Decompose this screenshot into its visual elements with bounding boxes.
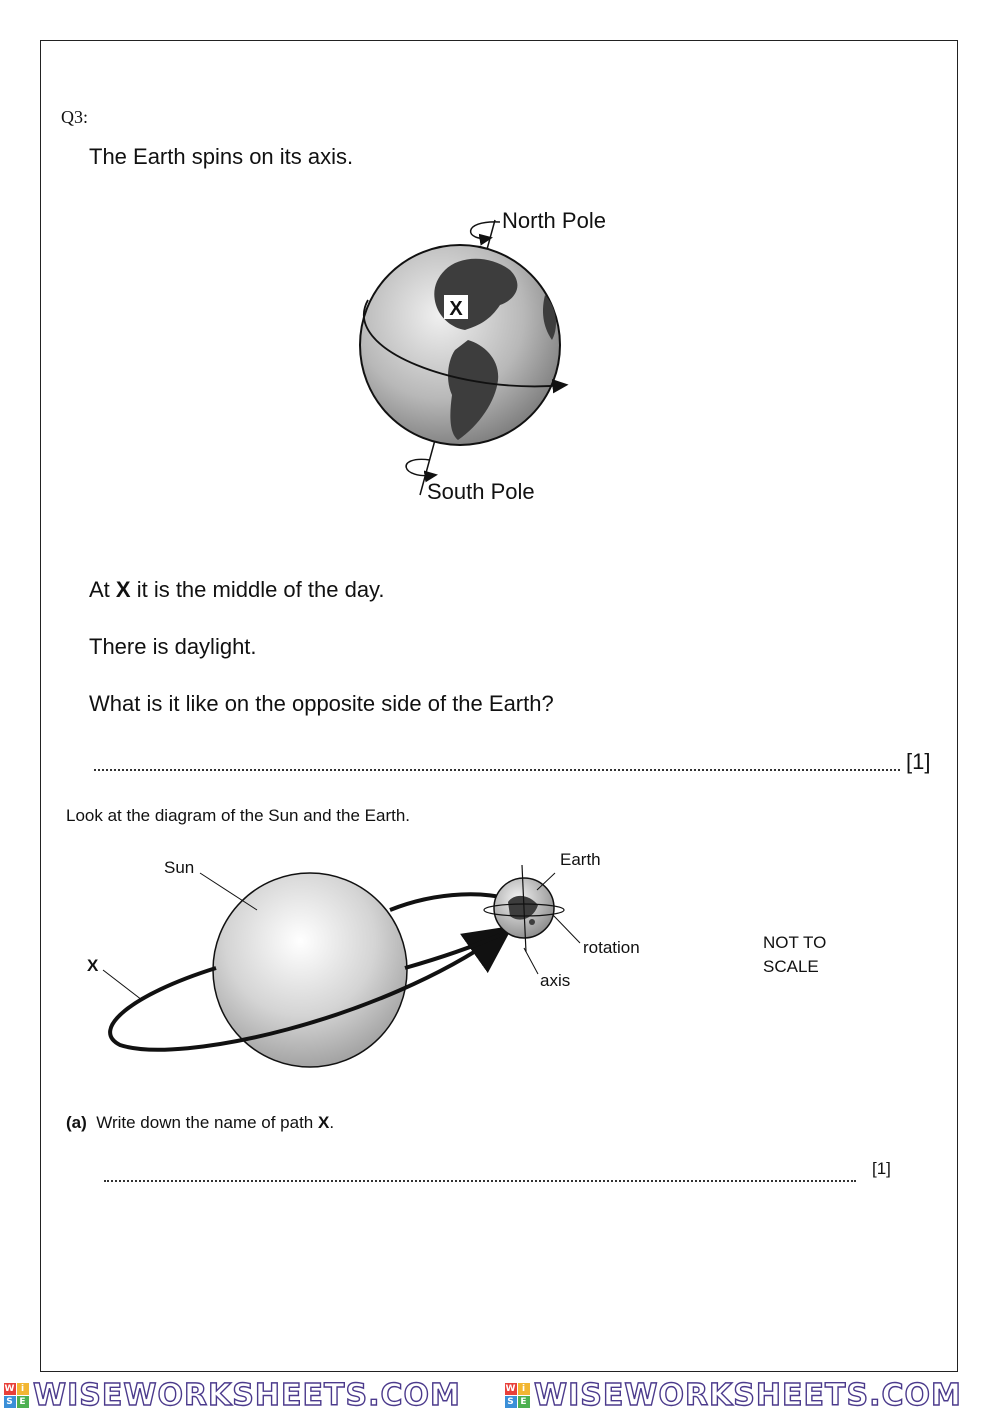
sun-label: Sun: [164, 858, 195, 877]
logo-tile: E: [518, 1396, 530, 1408]
logo-tile: S: [4, 1396, 16, 1408]
question-intro: The Earth spins on its axis.: [89, 144, 354, 169]
question-line-2: There is daylight.: [89, 634, 257, 659]
answer-line-1[interactable]: [94, 769, 900, 771]
logo-tile: i: [518, 1383, 530, 1395]
earth-label: Earth: [560, 850, 601, 869]
footer-brand-1: [4, 1378, 461, 1413]
sun-earth-diagram: [60, 840, 680, 1080]
answer-line-a[interactable]: [104, 1180, 856, 1182]
question-line-1: At X it is the middle of the day.: [89, 577, 385, 602]
marks-a: [1]: [872, 1159, 891, 1178]
earth-spin-diagram: [340, 200, 640, 520]
wiseworksheets-logo: [505, 1383, 530, 1408]
logo-tile: i: [17, 1383, 29, 1395]
path-x-label: X: [87, 956, 99, 975]
not-to-scale-line-1: NOT TO: [763, 933, 827, 952]
question-line-3: What is it like on the opposite side of the Earth?: [89, 691, 554, 716]
x-marker: X: [449, 298, 463, 320]
logo-tile: E: [17, 1396, 29, 1408]
sun-circle: [213, 873, 407, 1067]
wiseworksheets-logo: [4, 1383, 29, 1408]
rotation-label: rotation: [583, 938, 640, 957]
axis-label: axis: [540, 971, 571, 990]
orbit-back: [390, 894, 510, 910]
south-pole-label: South Pole: [427, 479, 535, 504]
logo-tile: S: [505, 1396, 517, 1408]
brand-text: WISEWORKSHEETS.COM: [534, 1378, 962, 1413]
part-a-question: (a) Write down the name of path X.: [66, 1113, 335, 1132]
marks-1: [1]: [906, 749, 931, 774]
logo-tile: W: [4, 1384, 16, 1394]
footer-brand-2: [505, 1378, 962, 1413]
question-number: Q3:: [61, 107, 88, 127]
brand-text: WISEWORKSHEETS.COM: [33, 1378, 461, 1413]
logo-tile: W: [505, 1384, 517, 1394]
sun-earth-intro: Look at the diagram of the Sun and the Earth.: [66, 806, 411, 825]
not-to-scale-line-2: SCALE: [763, 957, 819, 976]
north-pole-label: North Pole: [502, 208, 606, 233]
